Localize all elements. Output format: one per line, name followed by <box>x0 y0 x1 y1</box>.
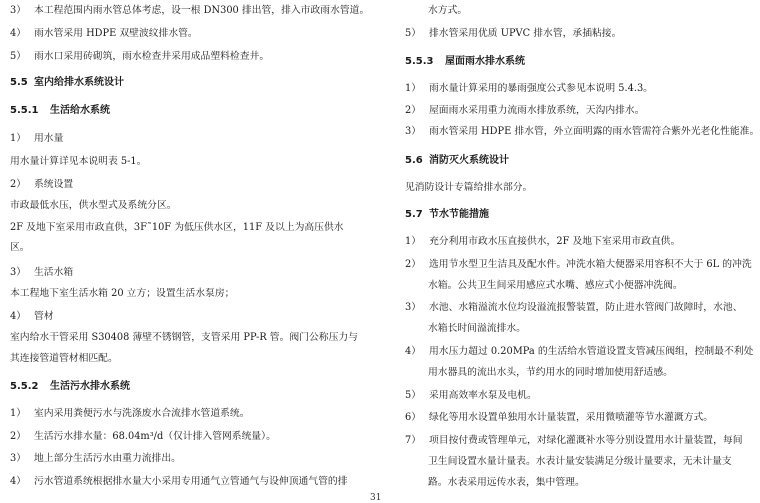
list-item: 5） 排水管采用优质 UPVC 排水管，承插粘接。 <box>405 28 622 39</box>
paragraph: 室内给水干管采用 S30408 薄壁不锈钢管，支管采用 PP-R 管。阀门公称压力与 <box>10 332 358 343</box>
paragraph: 区。 <box>10 242 30 253</box>
list-item: 5） 采用高效率水泵及电机。 <box>405 390 537 401</box>
section-heading-5-5: 5.5 室内给排水系统设计 <box>10 77 124 88</box>
list-item: 3） 本工程范围内雨水管总体考虑，设一根 DN300 排出管，排入市政雨水管道。 <box>10 5 370 16</box>
paragraph: 本工程地下室生活水箱 20 立方；设置生活水泵房； <box>10 288 235 299</box>
list-item: 4） 雨水管采用 HDPE 双壁波纹排水管。 <box>10 28 198 39</box>
list-item: 2） 选用节水型卫生洁具及配水件。冲洗水箱大便器采用容积不大于 6L 的冲洗 <box>405 259 752 270</box>
list-item-continued: 用水器具的流出水头，节约用水的同时增加使用舒适感。 <box>428 367 673 378</box>
section-heading-5-5-3: 5.5.3 屋面雨水排水系统 <box>405 56 525 67</box>
list-item: 1） 充分利用市政水压直接供水，2F 及地下室采用市政直供。 <box>405 236 681 247</box>
list-item-continued: 水箱长时间溢流排水。 <box>428 323 526 334</box>
list-item: 4） 污水管道系统根据排水量大小采用专用通气立管通气与设伸顶通气管的排 <box>10 476 348 487</box>
section-heading-5-6: 5.6 消防灭火系统设计 <box>405 155 509 166</box>
list-item: 2） 屋面雨水采用重力流雨水排放系统，天沟内排水。 <box>405 105 645 116</box>
paragraph: 其连接管道管材相匹配。 <box>10 353 118 364</box>
list-item: 3） 水池、水箱溢流水位均设溢流报警装置，防止进水管阀门故障时，水池、 <box>405 302 743 313</box>
list-item: 1） 用水量 <box>10 133 64 144</box>
list-item: 2） 系统设置 <box>10 179 74 190</box>
paragraph: 见消防设计专篇给排水部分。 <box>405 182 533 193</box>
list-item: 3） 雨水管采用 HDPE 排水管，外立面明露的雨水管需符合紫外光老化性能准。 <box>405 126 760 137</box>
list-item: 5） 雨水口采用砖砌筑，雨水检查井采用成品塑料检查井。 <box>10 51 270 62</box>
paragraph: 水方式。 <box>428 5 468 16</box>
list-item-continued: 路。水表采用远传水表，集中管理。 <box>428 477 585 488</box>
section-heading-5-7: 5.7 节水节能措施 <box>405 209 489 220</box>
page-number: 31 <box>370 493 382 503</box>
list-item-continued: 卫生间设置水量计量表。水表计量安装满足分级计量要求，无未计量支 <box>428 456 732 467</box>
section-heading-5-5-2: 5.5.2 生活污水排水系统 <box>10 381 130 392</box>
list-item: 4） 管材 <box>10 311 54 322</box>
list-item: 1） 室内采用粪便污水与洗涤废水合流排水管道系统。 <box>10 408 250 419</box>
list-item: 2） 生活污水排水量：68.04m³/d（仅计排入管网系统量）。 <box>10 431 276 442</box>
paragraph: 市政最低水压，供水型式及系统分区。 <box>10 200 177 211</box>
list-item-continued: 水箱。公共卫生间采用感应式水嘴、感应式小便器冲洗阀。 <box>428 280 683 291</box>
list-item: 4） 用水压力超过 0.20MPa 的生活给水管道设置支管减压阀组，控制最不利处 <box>405 346 754 357</box>
list-item: 6） 绿化等用水设置单独用水计量装置，采用微喷灌等节水灌溉方式。 <box>405 412 714 423</box>
list-item: 7） 项目按付费或管理单元，对绿化灌溉补水等分别设置用水计量装置，每间 <box>405 435 743 446</box>
paragraph: 2F 及地下室采用市政直供，3F˜10F 为低压供水区，11F 及以上为高压供水 <box>10 222 344 233</box>
paragraph: 用水量计算详见本说明表 5-1。 <box>10 156 147 167</box>
list-item: 3） 生活水箱 <box>10 267 74 278</box>
list-item: 1） 雨水量计算采用的暴雨强度公式参见本说明 5.4.3。 <box>405 83 653 94</box>
section-heading-5-5-1: 5.5.1 生活给水系统 <box>10 105 110 116</box>
list-item: 3） 地上部分生活污水由重力流排出。 <box>10 453 181 464</box>
